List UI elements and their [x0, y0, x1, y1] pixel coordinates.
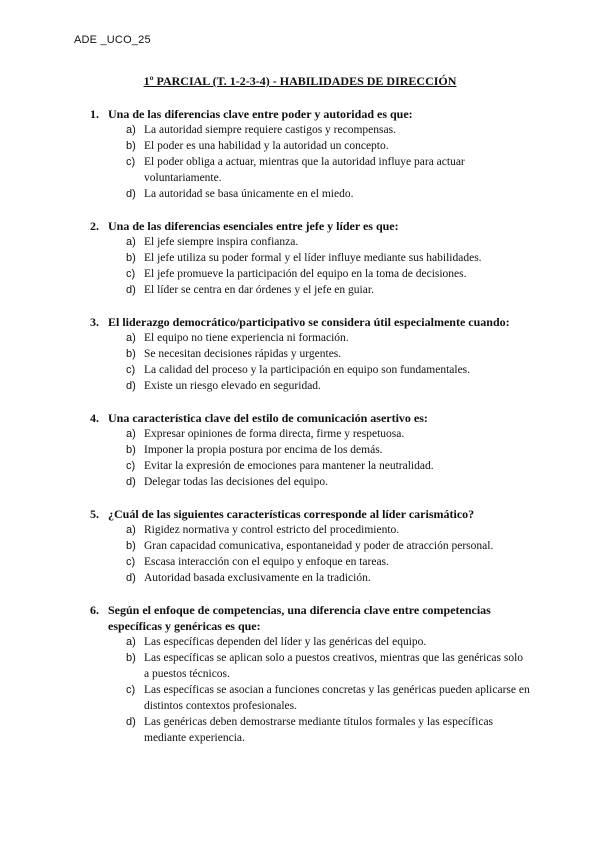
option-list: [90, 122, 530, 202]
question: [90, 106, 530, 202]
option-text: Rigidez normativa y control estricto del procedimiento.: [144, 524, 400, 536]
option-letter: b): [126, 540, 136, 552]
option-letter: b): [126, 348, 136, 360]
answer-option: [90, 154, 530, 186]
answer-option: [90, 266, 530, 282]
option-text: Gran capacidad comunicativa, espontaneidad y poder de atracción personal.: [144, 540, 494, 552]
answer-option: [90, 634, 530, 650]
option-letter: d): [126, 188, 136, 200]
question: [90, 602, 530, 746]
answer-option: [90, 138, 530, 154]
answer-option: [90, 346, 530, 362]
option-letter: c): [126, 460, 136, 472]
question-list: [90, 106, 530, 762]
option-letter: d): [126, 380, 136, 392]
option-list: [90, 426, 530, 490]
option-text: Las específicas dependen del líder y las genéricas del equipo.: [144, 636, 427, 648]
option-letter: a): [126, 332, 136, 344]
option-letter: c): [126, 684, 136, 696]
option-text: Imponer la propia postura por encima de los demás.: [144, 444, 383, 456]
question-header: [90, 410, 530, 426]
answer-option: [90, 362, 530, 378]
option-text: Las específicas se asocian a funciones concretas y las genéricas pueden aplicarse en distintos contextos profesionales.: [144, 684, 530, 712]
answer-option: [90, 282, 530, 298]
answer-option: [90, 186, 530, 202]
answer-option: [90, 442, 530, 458]
option-text: Autoridad basada exclusivamente en la tradición.: [144, 572, 371, 584]
option-text: La autoridad se basa únicamente en el miedo.: [144, 188, 354, 200]
option-text: Se necesitan decisiones rápidas y urgentes.: [144, 348, 342, 360]
option-letter: a): [126, 428, 136, 440]
option-text: El jefe promueve la participación del equipo en la toma de decisiones.: [144, 268, 467, 280]
option-letter: c): [126, 556, 136, 568]
option-text: El jefe siempre inspira confianza.: [144, 236, 299, 248]
question-header: [90, 218, 530, 234]
option-letter: a): [126, 636, 136, 648]
answer-option: [90, 330, 530, 346]
option-text: El poder obliga a actuar, mientras que la autoridad influye para actuar voluntariamente.: [144, 156, 465, 184]
option-text: Evitar la expresión de emociones para mantener la neutralidad.: [144, 460, 434, 472]
option-letter: c): [126, 268, 136, 280]
option-text: El líder se centra en dar órdenes y el jefe en guiar.: [144, 284, 374, 296]
answer-option: [90, 522, 530, 538]
answer-option: [90, 682, 530, 714]
option-letter: d): [126, 476, 136, 488]
answer-option: [90, 570, 530, 586]
option-text: La autoridad siempre requiere castigos y recompensas.: [144, 124, 396, 136]
option-list: [90, 330, 530, 394]
option-letter: d): [126, 572, 136, 584]
option-text: El jefe utiliza su poder formal y el líder influye mediante sus habilidades.: [144, 252, 482, 264]
option-letter: b): [126, 444, 136, 456]
option-letter: a): [126, 236, 136, 248]
option-letter: c): [126, 364, 136, 376]
option-list: [90, 522, 530, 586]
option-letter: a): [126, 524, 136, 536]
question-header: [90, 314, 530, 330]
option-list: [90, 634, 530, 746]
option-text: Delegar todas las decisiones del equipo.: [144, 476, 328, 488]
question: [90, 410, 530, 490]
question: [90, 506, 530, 586]
answer-option: [90, 650, 530, 682]
question: [90, 314, 530, 394]
answer-option: [90, 458, 530, 474]
option-letter: d): [126, 284, 136, 296]
option-letter: a): [126, 124, 136, 136]
question-header: [90, 602, 530, 634]
option-text: Expresar opiniones de forma directa, firme y respetuosa.: [144, 428, 405, 440]
document-code: ADE _UCO_25: [74, 34, 151, 46]
option-text: La calidad del proceso y la participación en equipo son fundamentales.: [144, 364, 471, 376]
question-text: Una característica clave del estilo de comunicación asertivo es:: [108, 411, 428, 425]
question-header: [90, 106, 530, 122]
page-title: 1º PARCIAL (T. 1-2-3-4) - HABILIDADES DE DIRECCIÓN: [143, 74, 457, 88]
question: [90, 218, 530, 298]
option-text: Las específicas se aplican solo a puestos creativos, mientras que las genéricas solo a puestos técnicos.: [144, 652, 524, 680]
question-number: 2.: [90, 219, 99, 233]
option-letter: b): [126, 652, 136, 664]
answer-option: [90, 234, 530, 250]
question-number: 1.: [90, 107, 99, 121]
question-text: ¿Cuál de las siguientes características corresponde al líder carismático?: [108, 507, 475, 521]
question-number: 5.: [90, 507, 99, 521]
option-letter: c): [126, 156, 136, 168]
option-text: El equipo no tiene experiencia ni formación.: [144, 332, 349, 344]
option-letter: d): [126, 716, 136, 728]
option-letter: b): [126, 140, 136, 152]
answer-option: [90, 378, 530, 394]
answer-option: [90, 714, 530, 746]
answer-option: [90, 250, 530, 266]
question-number: 3.: [90, 315, 99, 329]
answer-option: [90, 474, 530, 490]
answer-option: [90, 538, 530, 554]
option-text: Existe un riesgo elevado en seguridad.: [144, 380, 321, 392]
option-text: El poder es una habilidad y la autoridad un concepto.: [144, 140, 389, 152]
question-text: Una de las diferencias esenciales entre jefe y líder es que:: [108, 219, 399, 233]
question-text: El liderazgo democrático/participativo se considera útil especialmente cuando:: [108, 315, 510, 329]
option-text: Escasa interacción con el equipo y enfoque en tareas.: [144, 556, 389, 568]
question-number: 4.: [90, 411, 99, 425]
question-number: 6.: [90, 603, 99, 617]
question-text: Una de las diferencias clave entre poder y autoridad es que:: [108, 107, 413, 121]
question-header: [90, 506, 530, 522]
option-text: Las genéricas deben demostrarse mediante títulos formales y las específicas mediante experiencia.: [144, 716, 494, 744]
question-text: Según el enfoque de competencias, una diferencia clave entre competencias específicas y genéricas es que:: [108, 603, 491, 633]
option-letter: b): [126, 252, 136, 264]
answer-option: [90, 554, 530, 570]
option-list: [90, 234, 530, 298]
answer-option: [90, 122, 530, 138]
answer-option: [90, 426, 530, 442]
